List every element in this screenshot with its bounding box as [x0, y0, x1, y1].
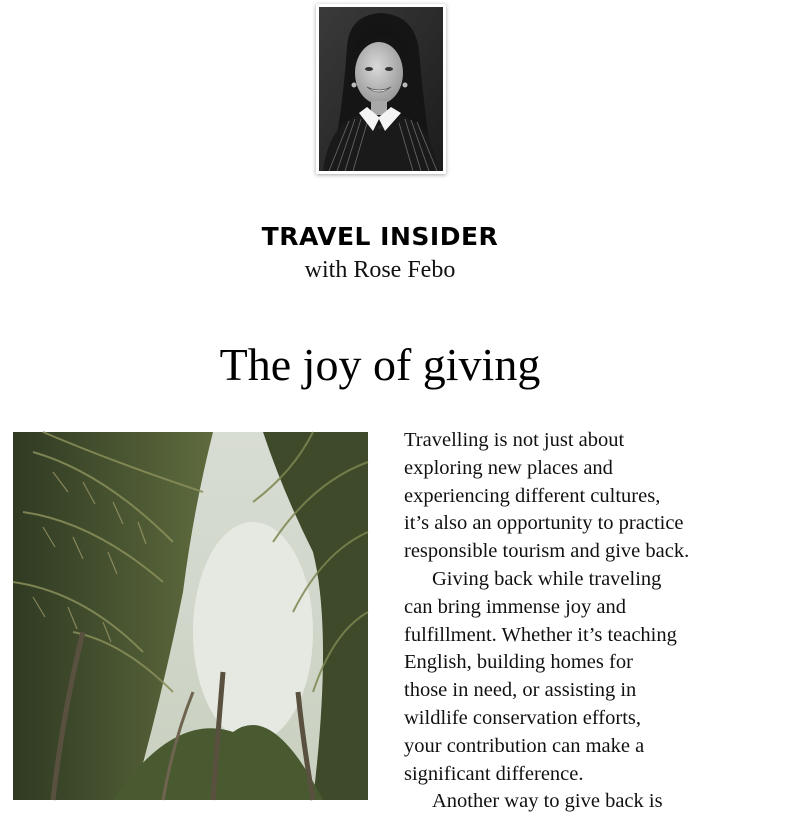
article-line: your contribution can make a [404, 734, 645, 757]
palm-trees-photo-image [13, 432, 368, 800]
article-line: those in need, or assisting in [404, 679, 637, 702]
article-headline: The joy of giving [219, 339, 541, 390]
author-photo [316, 4, 446, 174]
article-line: can bring immense joy and [404, 595, 627, 618]
article-line: Travelling is not just about [404, 429, 625, 451]
article-body [404, 427, 794, 816]
column-byline: with Rose Febo [304, 257, 456, 283]
article-line: responsible tourism and give back. [404, 540, 690, 563]
article-line: English, building homes for [404, 651, 633, 674]
article-line: fulfillment. Whether it’s teaching [404, 623, 677, 646]
column-title: TRAVEL INSIDER [261, 222, 499, 251]
article-line: significant difference. [404, 762, 584, 785]
article-line: Another way to give back is [432, 790, 663, 813]
article-line: exploring new places and [404, 456, 613, 479]
article-line: wildlife conservation efforts, [404, 706, 642, 729]
article-line: it’s also an opportunity to practice [404, 512, 684, 535]
article-line: experiencing different cultures, [404, 484, 661, 507]
article-line: Giving back while traveling [432, 567, 662, 590]
author-portrait-image [319, 7, 443, 171]
feature-photo [13, 432, 368, 800]
